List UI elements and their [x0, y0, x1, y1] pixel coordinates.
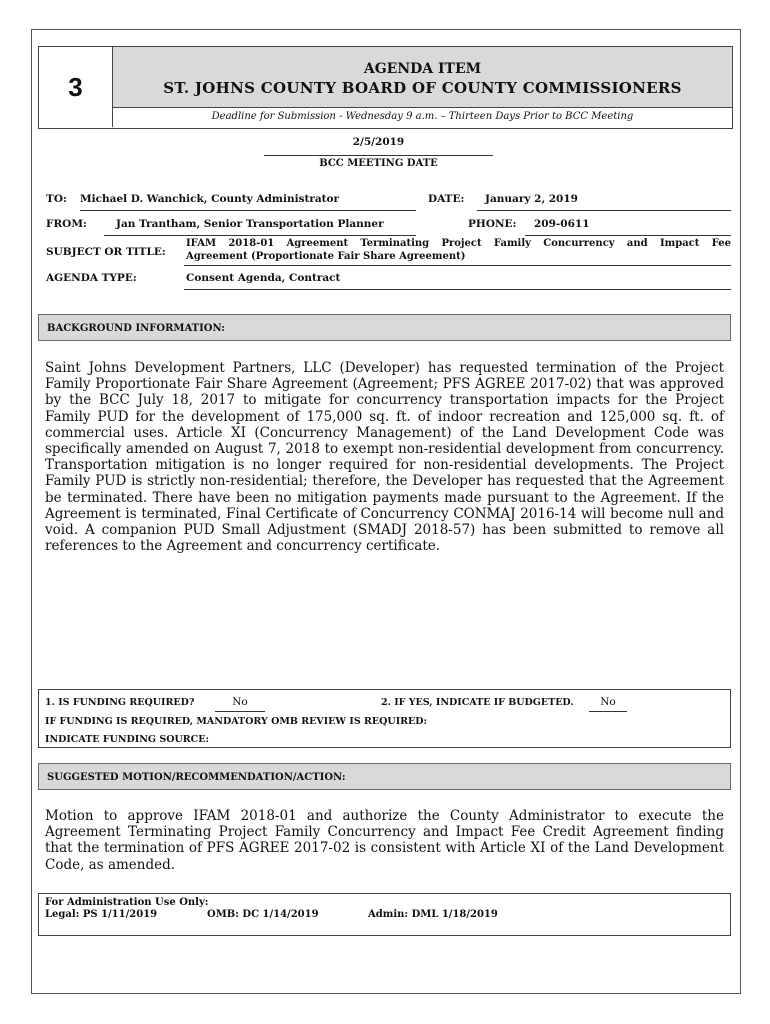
to-underline: [80, 210, 416, 211]
from-label: FROM:: [46, 218, 87, 230]
header-subtitle: ST. JOHNS COUNTY BOARD OF COUNTY COMMISSIONERS: [163, 79, 682, 97]
subject-underline: [184, 265, 731, 266]
to-value: Michael D. Wanchick, County Administrator: [80, 193, 340, 205]
meeting-date-underline: [264, 155, 493, 156]
omb-signoff: OMB: DC 1/14/2019: [207, 909, 319, 920]
subject-line-1: IFAM 2018-01 Agreement Terminating Project Family Concurrency and Impact Fee: [186, 238, 731, 249]
from-underline: [104, 235, 416, 236]
date-value: January 2, 2019: [485, 193, 578, 205]
funding-box: [38, 689, 731, 748]
funding-required-label: 1. IS FUNDING REQUIRED?: [45, 697, 195, 708]
subject-label: SUBJECT OR TITLE:: [46, 246, 166, 258]
phone-underline: [525, 235, 731, 236]
legal-signoff: Legal: PS 1/11/2019: [45, 909, 158, 920]
budgeted-value: No: [600, 696, 616, 708]
agenda-type-label: AGENDA TYPE:: [46, 272, 137, 284]
header-title-block: [113, 47, 732, 108]
date-underline: [477, 210, 731, 211]
phone-value: 209-0611: [534, 218, 590, 230]
admin-box: [38, 893, 731, 936]
budgeted-label: 2. IF YES, INDICATE IF BUDGETED.: [381, 697, 574, 708]
deadline-note: Deadline for Submission - Wednesday 9 a.m. – Thirteen Days Prior to BCC Meeting: [211, 111, 634, 122]
agenda-header: [38, 46, 733, 129]
funding-required-underline: [215, 711, 265, 712]
funding-required-value: No: [232, 696, 248, 708]
motion-text: Motion to approve IFAM 2018-01 and authorize the County Administrator to execute the Agreement Terminating Project Family Concurrency and Impact Fee Credit Agreement finding that the termination of PFS AGREE 2017-02 is consistent with Article XI of the Land Development Code, as amended.: [45, 808, 724, 873]
header-title: AGENDA ITEM: [363, 61, 482, 77]
from-value: Jan Trantham, Senior Transportation Planner: [116, 218, 384, 230]
agenda-item-number: 3: [39, 47, 113, 127]
meeting-date: 2/5/2019: [352, 136, 405, 148]
agenda-type-value: Consent Agenda, Contract: [186, 272, 341, 284]
funding-source-label: INDICATE FUNDING SOURCE:: [45, 734, 209, 745]
background-heading: BACKGROUND INFORMATION:: [38, 314, 731, 341]
background-text: Saint Johns Development Partners, LLC (Developer) has requested termination of the Project Family Proportionate Fair Share Agreement (Agreement; PFS AGREE 2017-02) that was approved by the BCC July 18, 2017 to mitigate for concurrency transportation impacts for the Project Family PUD for the development of 175,000 sq. ft. of indoor recreation and 125,000 sq. ft. of commercial uses. Article XI (Concurrency Management) of the Land Development Code was specifically amended on August 7, 2018 to exempt non-residential development from concurrency. Transportation mitigation is no longer required for non-residential developments. The Project Family PUD is strictly non-residential; therefore, the Developer has requested that the Agreement be terminated. There have been no mitigation payments made pursuant to the Agreement. If the Agreement is terminated, Final Certificate of Concurrency CONMAJ 2016-14 will become null and void. A companion PUD Small Adjustment (SMADJ 2018-57) has been submitted to remove all references to the Agreement and concurrency certificate.: [45, 360, 724, 555]
budgeted-underline: [589, 711, 627, 712]
agenda-type-underline: [184, 289, 731, 290]
date-label: DATE:: [428, 193, 465, 205]
motion-heading: SUGGESTED MOTION/RECOMMENDATION/ACTION:: [38, 763, 731, 790]
meeting-date-label: BCC MEETING DATE: [319, 158, 438, 169]
subject-line-2: Agreement (Proportionate Fair Share Agreement): [186, 251, 466, 262]
to-label: TO:: [46, 193, 67, 205]
admin-signoff: Admin: DML 1/18/2019: [368, 909, 498, 920]
phone-label: PHONE:: [468, 218, 517, 230]
omb-review-label: IF FUNDING IS REQUIRED, MANDATORY OMB REVIEW IS REQUIRED:: [45, 716, 428, 727]
admin-heading: For Administration Use Only:: [45, 897, 209, 908]
